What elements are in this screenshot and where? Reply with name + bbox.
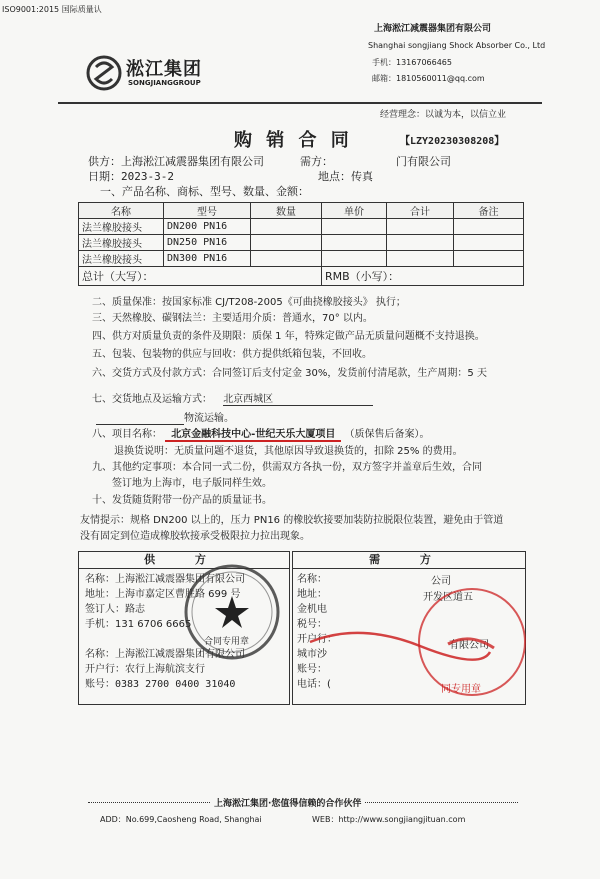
col-header-model: 型号 xyxy=(164,203,251,219)
supplier-box-line: 地址：上海市嘉定区曹胜路 699 号 xyxy=(85,589,241,600)
supplier-box-line: 账号：0383 2700 0400 31040 xyxy=(85,679,236,690)
buyer-box-title: 需 方 xyxy=(293,552,525,569)
supplier-name: 上海淞江减震器集团有限公司 xyxy=(121,155,264,168)
sign-location: 签订地为上海市， xyxy=(112,478,192,489)
stamp-label: 合同专用章 xyxy=(204,637,250,647)
supplier-box-line: 名称：上海淞江减震器集团有限公司 xyxy=(85,574,245,585)
other-terms-2 xyxy=(112,474,272,489)
row-model: DN200 PN16 xyxy=(164,219,251,235)
product-table xyxy=(78,202,524,286)
company-logo xyxy=(86,53,246,93)
buyer-name: 门有限公司 xyxy=(396,155,451,168)
header-email: 邮箱：1810560011@qq.com xyxy=(372,74,485,83)
electronic-valid: 电子版同样生效。 xyxy=(192,478,272,489)
table-row xyxy=(79,219,524,235)
term-3: 三、天然橡胶、碳钢法兰：主要适用介质：普通水，70° 以内。 xyxy=(92,313,373,324)
row-model: DN250 PN16 xyxy=(164,235,251,251)
buyer-fragment: 开发区道五 xyxy=(423,592,473,603)
philosophy: 经营理念：以诚为本，以信立业 xyxy=(380,110,507,120)
contract-number: 【LZY20230308208】 xyxy=(400,136,505,147)
table-header-row xyxy=(79,203,524,219)
iso-cert: ISO9001:2015 国际质量认 xyxy=(2,5,102,14)
footer-slogan: 上海淞江集团·您值得信赖的合作伙伴 xyxy=(210,796,365,809)
buyer-box-line: 电话：( xyxy=(297,679,331,690)
term-5: 五、包装、包装物的供应与回收：供方提供纸箱包装，不回收。 xyxy=(92,349,372,360)
row-name: 法兰橡胶接头 xyxy=(79,235,164,251)
buyer-box-line: 开户行： xyxy=(297,634,337,645)
other-terms-3: 十、发货随货附带一份产品的质量证书。 xyxy=(92,495,272,506)
buyer-box-line: 名称： xyxy=(297,574,327,585)
project-note: （质保售后备案）。 xyxy=(344,429,430,440)
tip-line-1: 友情提示：规格 DN200 以上的，压力 PN16 的橡胶软接要加装防拉脱限位装置，避免由于管道 xyxy=(80,515,504,526)
buyer-fragment: 有限公司 xyxy=(449,640,489,651)
row-model: DN300 PN16 xyxy=(164,251,251,267)
buyer-line xyxy=(300,153,500,169)
col-header-name: 名称 xyxy=(79,203,164,219)
supplier-box-line: 名称：上海淞江减震器集团有限公司 xyxy=(85,649,245,660)
delivery-method-line xyxy=(96,409,234,425)
table-row xyxy=(79,235,524,251)
red-signature-stroke xyxy=(300,612,500,672)
supplier-line xyxy=(88,153,264,169)
buyer-fragment: 公司 xyxy=(431,576,451,587)
place-line xyxy=(318,168,373,184)
logo-text-english: SONGJIANGGROUP xyxy=(128,79,201,87)
buyer-fragment: 同专用章 xyxy=(441,684,481,695)
delivery-value: 北京西城区 xyxy=(223,390,373,406)
term-2: 二、质量保准：按国家标准 CJ/T208-2005《可曲挠橡胶接头》 执行； xyxy=(92,297,406,308)
buyer-box-line: 城市沙 xyxy=(297,649,327,660)
company-name-english: Shanghai songjiang Shock Absorber Co., Ltd xyxy=(368,41,546,50)
project-line xyxy=(92,425,430,442)
buyer-box-line: 账号： xyxy=(297,664,327,675)
supplier-contract-stamp xyxy=(182,562,282,662)
delivery-line xyxy=(92,390,373,406)
date-line xyxy=(88,168,174,184)
col-header-qty: 数量 xyxy=(251,203,322,219)
delivery-label: 七、交货地点及运输方式： xyxy=(92,394,212,405)
term-4: 四、供方对质量负责的条件及期限：质保 1 年，特殊定做产品无质量问题概不支持退换。 xyxy=(92,331,485,342)
total-rmb-label: RMB（小写）： xyxy=(325,270,400,283)
buyer-label: 需方： xyxy=(300,155,333,168)
delivery-blank xyxy=(96,413,184,425)
term-6: 六、交货方式及付款方式：合同签订后支付定金 30%，发货前付清尾款，生产周期：5 天 xyxy=(92,368,487,379)
buyer-box-line: 金机电 xyxy=(297,604,327,615)
place-label: 地点： xyxy=(318,170,351,183)
supplier-box-line: 开户行：农行上海航滨支行 xyxy=(85,664,205,675)
contract-title: 购 销 合 同 xyxy=(234,130,353,151)
col-header-price: 单价 xyxy=(322,203,387,219)
table-total-row xyxy=(79,267,524,286)
col-header-total: 合计 xyxy=(387,203,454,219)
row-name: 法兰橡胶接头 xyxy=(79,219,164,235)
supplier-box-line: 手机：131 6706 6665 xyxy=(85,619,192,630)
date-label: 日期： xyxy=(88,170,121,183)
header-divider xyxy=(58,102,542,104)
total-uppercase-label: 总计（大写）： xyxy=(82,270,154,283)
supplier-label: 供方： xyxy=(88,155,121,168)
buyer-box-line: 税号： xyxy=(297,619,327,630)
project-name: 北京金融科技中心-世纪天乐大厦项目 xyxy=(165,425,341,442)
supplier-box-line: 签订人：路志 xyxy=(85,604,145,615)
section-1-heading: 一、产品名称、商标、型号、数量、金额： xyxy=(100,185,309,198)
project-label: 八、项目名称： xyxy=(92,429,162,440)
logo-text: 淞江集团 xyxy=(126,59,202,80)
footer-website: WEB：http://www.songjiangjituan.com xyxy=(312,815,466,824)
delivery-method: 物流运输。 xyxy=(184,413,234,424)
supplier-box-title: 供 方 xyxy=(79,552,289,569)
col-header-remark: 备注 xyxy=(454,203,524,219)
footer-address: ADD：No.699,Caosheng Road, Shanghai xyxy=(100,815,262,824)
other-terms-1: 九、其他约定事项：本合同一式二份，供需双方各执一份，双方签字并盖章后生效，合同 xyxy=(92,462,482,473)
company-name-header: 上海淞江减震器集团有限公司 xyxy=(374,24,492,34)
header-phone: 手机：13167066465 xyxy=(372,58,452,67)
date-value: 2023-3-2 xyxy=(121,170,174,183)
row-name: 法兰橡胶接头 xyxy=(79,251,164,267)
tip-line-2: 没有固定到位造成橡胶软接承受极限拉力拉出现象。 xyxy=(80,531,310,542)
place-value: 传真 xyxy=(351,170,373,183)
return-policy: 退换货说明：无质量问题不退货，其他原因导致退换货的，扣除 25% 的费用。 xyxy=(114,446,463,457)
table-row xyxy=(79,251,524,267)
buyer-box-line: 地址： xyxy=(297,589,327,600)
